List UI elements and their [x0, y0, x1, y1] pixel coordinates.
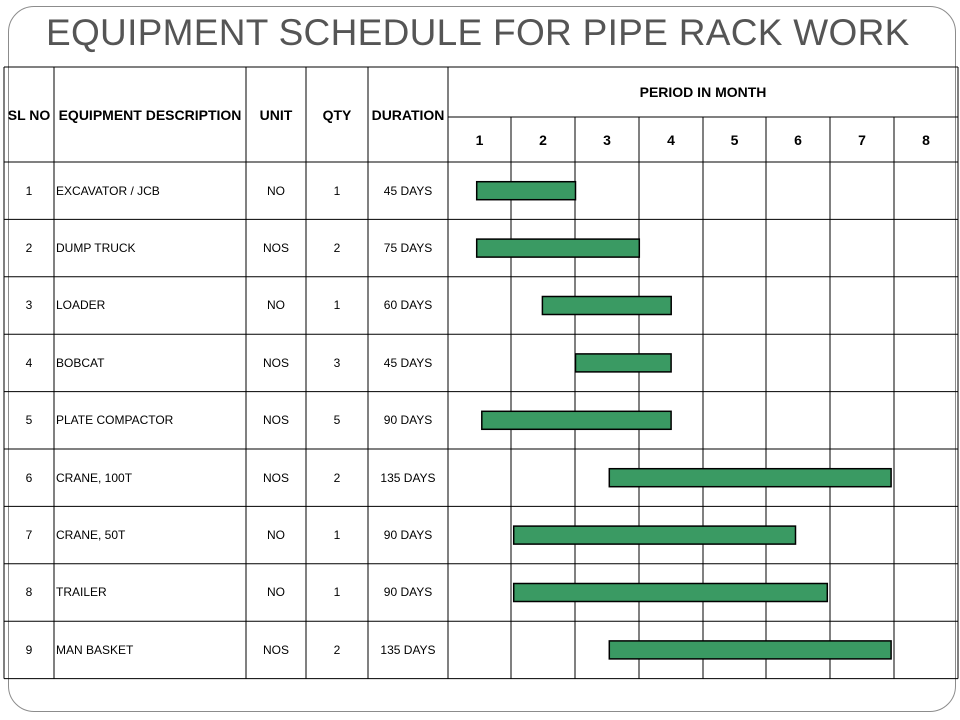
- row-sl-no: 4: [25, 355, 33, 370]
- row-duration: 60 DAYS: [383, 298, 433, 313]
- row-duration: 135 DAYS: [380, 642, 436, 657]
- row-duration: 135 DAYS: [380, 470, 436, 485]
- gantt-bar-row-4: [576, 354, 672, 372]
- row-unit: NOS: [262, 413, 289, 428]
- row-qty: 1: [333, 528, 341, 543]
- gantt-bar-row-8: [514, 584, 828, 602]
- row-qty: 3: [333, 355, 341, 370]
- row-description: LOADER: [56, 298, 106, 313]
- row-duration: 75 DAYS: [383, 241, 433, 256]
- row-duration: 45 DAYS: [383, 183, 433, 198]
- row-unit: NO: [267, 528, 285, 543]
- gantt-bar-row-6: [609, 469, 891, 487]
- month-header-2: 2: [539, 131, 547, 148]
- row-unit: NO: [267, 585, 285, 600]
- gantt-bar-row-1: [477, 182, 576, 200]
- header-period-in-month: PERIOD IN MONTH: [639, 84, 767, 100]
- month-header-6: 6: [794, 131, 802, 148]
- gantt-bar-row-7: [514, 526, 796, 544]
- row-description: EXCAVATOR / JCB: [56, 183, 160, 198]
- row-description: TRAILER: [56, 585, 107, 600]
- gantt-bar-row-9: [609, 641, 891, 659]
- row-sl-no: 1: [25, 183, 33, 198]
- gantt-bar-row-3: [542, 297, 671, 315]
- row-unit: NO: [267, 183, 285, 198]
- month-header-7: 7: [858, 131, 866, 148]
- row-unit: NOS: [262, 470, 289, 485]
- row-qty: 1: [333, 585, 341, 600]
- header-unit: UNIT: [259, 106, 293, 123]
- month-header-4: 4: [667, 131, 675, 148]
- header-qty: QTY: [322, 106, 352, 123]
- row-description: CRANE, 100T: [56, 470, 133, 485]
- row-qty: 1: [333, 298, 341, 313]
- gantt-bar-row-2: [477, 239, 640, 257]
- row-sl-no: 6: [25, 470, 33, 485]
- gantt-bar-row-5: [482, 411, 671, 429]
- row-unit: NOS: [262, 355, 289, 370]
- month-header-8: 8: [922, 131, 930, 148]
- row-qty: 2: [333, 470, 341, 485]
- row-sl-no: 3: [25, 298, 33, 313]
- row-qty: 1: [333, 183, 341, 198]
- row-duration: 45 DAYS: [383, 355, 433, 370]
- month-header-1: 1: [475, 131, 484, 148]
- row-duration: 90 DAYS: [383, 528, 433, 543]
- row-sl-no: 7: [25, 528, 33, 543]
- row-unit: NO: [267, 298, 285, 313]
- row-duration: 90 DAYS: [383, 413, 433, 428]
- row-sl-no: 9: [25, 642, 33, 657]
- row-sl-no: 8: [25, 585, 33, 600]
- row-duration: 90 DAYS: [383, 585, 433, 600]
- page-title: EQUIPMENT SCHEDULE FOR PIPE RACK WORK: [46, 12, 910, 53]
- row-qty: 5: [333, 413, 341, 428]
- row-description: PLATE COMPACTOR: [56, 413, 174, 428]
- header-description: EQUIPMENT DESCRIPTION: [58, 106, 242, 123]
- row-sl-no: 2: [25, 241, 33, 256]
- header-duration: DURATION: [371, 106, 445, 123]
- header-sl-no: SL NO: [7, 106, 51, 123]
- row-sl-no: 5: [25, 413, 33, 428]
- row-unit: NOS: [262, 642, 289, 657]
- row-qty: 2: [333, 642, 341, 657]
- row-description: MAN BASKET: [56, 642, 134, 657]
- row-description: BOBCAT: [56, 355, 105, 370]
- row-unit: NOS: [262, 241, 289, 256]
- row-description: CRANE, 50T: [56, 528, 126, 543]
- row-description: DUMP TRUCK: [56, 241, 136, 256]
- month-header-5: 5: [730, 131, 739, 148]
- month-header-3: 3: [603, 131, 611, 148]
- row-qty: 2: [333, 241, 341, 256]
